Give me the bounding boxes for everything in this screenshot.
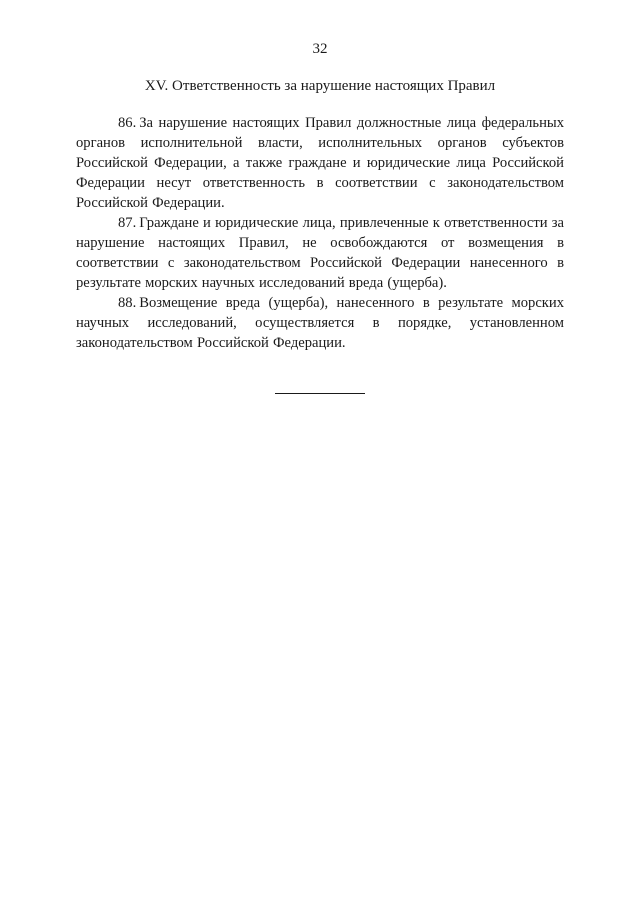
paragraph-number: 86.: [118, 115, 137, 131]
paragraph-87: [76, 213, 564, 293]
end-of-document-rule: [275, 393, 365, 394]
document-body: [76, 113, 564, 353]
paragraph-number: 87.: [118, 215, 137, 231]
paragraph-number: 88.: [118, 295, 137, 311]
paragraph-text: Возмещение вреда (ущерба), нанесенного в результате морских научных исследований, осуществляется в порядке, установленном законодательством Российской Федерации.: [76, 295, 564, 351]
page-number: 32: [312, 41, 328, 57]
section-title: XV. Ответственность за нарушение настоящих Правил: [144, 78, 496, 94]
paragraph-88: [76, 293, 564, 353]
paragraph-text: Граждане и юридические лица, привлеченные к ответственности за нарушение настоящих Правил, не освобождаются от возмещения в соответствии с законодательством Российской Федерации нанесенного в результате морских научных исследований вреда (ущерба).: [76, 215, 564, 291]
paragraph-text: За нарушение настоящих Правил должностные лица федеральных органов исполнительной власти, исполнительных органов субъектов Российской Федерации, а также граждане и юридические лица Российской Федерации несут ответственность в соответствии с законодательством Российской Федерации.: [76, 115, 564, 211]
paragraph-86: [76, 113, 564, 213]
